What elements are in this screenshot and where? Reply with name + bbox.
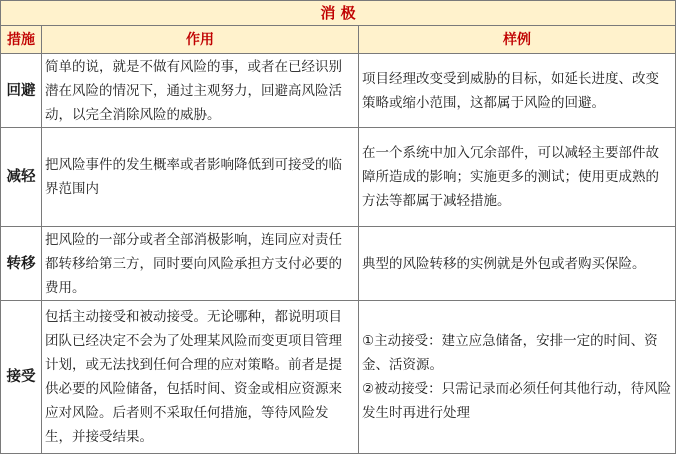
measure-cell: 接受 (1, 301, 42, 454)
example-line-passive: ②被动接受：只需记录而必须任何其他行动，待风险发生时再进行处理 (362, 381, 672, 421)
table-title: 消 极 (1, 1, 676, 26)
effect-cell: 简单的说，就是不做有风险的事，或者在已经识别潜在风险的情况下，通过主观努力，回避高风险活动，以完全消除风险的威胁。 (42, 54, 359, 128)
example-cell: 项目经理改变受到威胁的目标，如延长进度、改变策略或缩小范围，这都属于风险的回避。 (359, 54, 676, 128)
table-row-avoid (1, 54, 676, 128)
example-cell: 典型的风险转移的实例就是外包或者购买保险。 (359, 227, 676, 301)
table-header-row (1, 26, 676, 54)
example-cell (359, 301, 676, 454)
table-title-row (1, 1, 676, 26)
measure-cell: 转移 (1, 227, 42, 301)
table-row-transfer (1, 227, 676, 301)
column-header-example: 样例 (359, 26, 676, 54)
table-row-accept (1, 301, 676, 454)
effect-cell: 把风险的一部分或者全部消极影响，连同应对责任都转移给第三方，同时要向风险承担方支付必要的费用。 (42, 227, 359, 301)
measure-cell: 回避 (1, 54, 42, 128)
column-header-measure: 措施 (1, 26, 42, 54)
measure-cell: 减轻 (1, 128, 42, 227)
effect-cell: 包括主动接受和被动接受。无论哪种，都说明项目团队已经决定不会为了处理某风险而变更项目管理计划，或无法找到任何合理的应对策略。前者是提供必要的风险储备，包括时间、资金或相应资源来应对风险。后者则不采取任何措施，等待风险发生，并接受结果。 (42, 301, 359, 454)
table-row-mitigate (1, 128, 676, 227)
example-cell: 在一个系统中加入冗余部件，可以减轻主要部件故障所造成的影响；实施更多的测试；使用更成熟的方法等都属于减轻措施。 (359, 128, 676, 227)
effect-cell: 把风险事件的发生概率或者影响降低到可接受的临界范围内 (42, 128, 359, 227)
column-header-effect: 作用 (42, 26, 359, 54)
example-line-active: ①主动接受：建立应急储备，安排一定的时间、资金、活资源。 (362, 333, 658, 373)
